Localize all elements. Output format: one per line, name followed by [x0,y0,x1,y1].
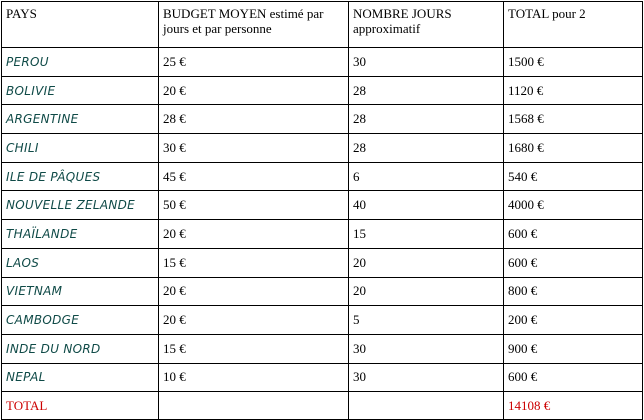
country-cell: CAMBODGE [2,306,159,335]
country-cell: PEROU [2,48,159,77]
country-cell: LAOS [2,248,159,277]
days-cell: 28 [349,76,504,105]
budget-cell: 25 € [159,48,349,77]
budget-cell: 20 € [159,220,349,249]
budget-cell: 50 € [159,191,349,220]
budget-cell: 20 € [159,306,349,335]
country-cell: THAÏLANDE [2,220,159,249]
total-cell: 4000 € [504,191,643,220]
table-row [2,162,643,191]
days-cell: 20 [349,277,504,306]
days-cell: 30 [349,48,504,77]
budget-cell: 45 € [159,162,349,191]
total-cell: 600 € [504,363,643,392]
travel-budget-table [1,1,643,420]
header-country: PAYS [2,2,159,48]
total-cell: 1568 € [504,105,643,134]
total-cell: 200 € [504,306,643,335]
country-cell: VIETNAM [2,277,159,306]
country-cell: BOLIVIE [2,76,159,105]
days-cell: 15 [349,220,504,249]
country-cell: NOUVELLE ZELANDE [2,191,159,220]
total-cell: 600 € [504,248,643,277]
total-cell: 600 € [504,220,643,249]
table-row [2,191,643,220]
days-cell: 6 [349,162,504,191]
country-cell: NEPAL [2,363,159,392]
total-row [2,392,643,420]
total-label: TOTAL [2,392,159,420]
total-value: 14108 € [504,392,643,420]
table-row [2,220,643,249]
budget-cell: 10 € [159,363,349,392]
days-cell: 30 [349,334,504,363]
budget-cell: 20 € [159,277,349,306]
header-row [2,2,643,48]
table-row [2,76,643,105]
total-cell: 540 € [504,162,643,191]
country-cell: ARGENTINE [2,105,159,134]
total-cell: 1680 € [504,134,643,163]
table-row [2,134,643,163]
table-row [2,48,643,77]
table-row [2,105,643,134]
table-row [2,363,643,392]
days-cell: 20 [349,248,504,277]
budget-cell: 15 € [159,248,349,277]
country-cell: ILE DE PÂQUES [2,162,159,191]
table-row [2,306,643,335]
total-cell: 1500 € [504,48,643,77]
table-footer [2,392,643,420]
table-body [2,48,643,392]
table-row [2,277,643,306]
total-budget-cell [159,392,349,420]
days-cell: 28 [349,105,504,134]
days-cell: 40 [349,191,504,220]
header-days: NOMBRE JOURS approximatif [349,2,504,48]
table-row [2,248,643,277]
days-cell: 28 [349,134,504,163]
total-cell: 800 € [504,277,643,306]
days-cell: 5 [349,306,504,335]
total-cell: 900 € [504,334,643,363]
total-days-cell [349,392,504,420]
budget-cell: 28 € [159,105,349,134]
days-cell: 30 [349,363,504,392]
budget-cell: 20 € [159,76,349,105]
country-cell: CHILI [2,134,159,163]
header-total: TOTAL pour 2 [504,2,643,48]
country-cell: INDE DU NORD [2,334,159,363]
budget-cell: 30 € [159,134,349,163]
header-budget: BUDGET MOYEN estimé par jours et par personne [159,2,349,48]
total-cell: 1120 € [504,76,643,105]
table-header [2,2,643,48]
budget-cell: 15 € [159,334,349,363]
table-row [2,334,643,363]
